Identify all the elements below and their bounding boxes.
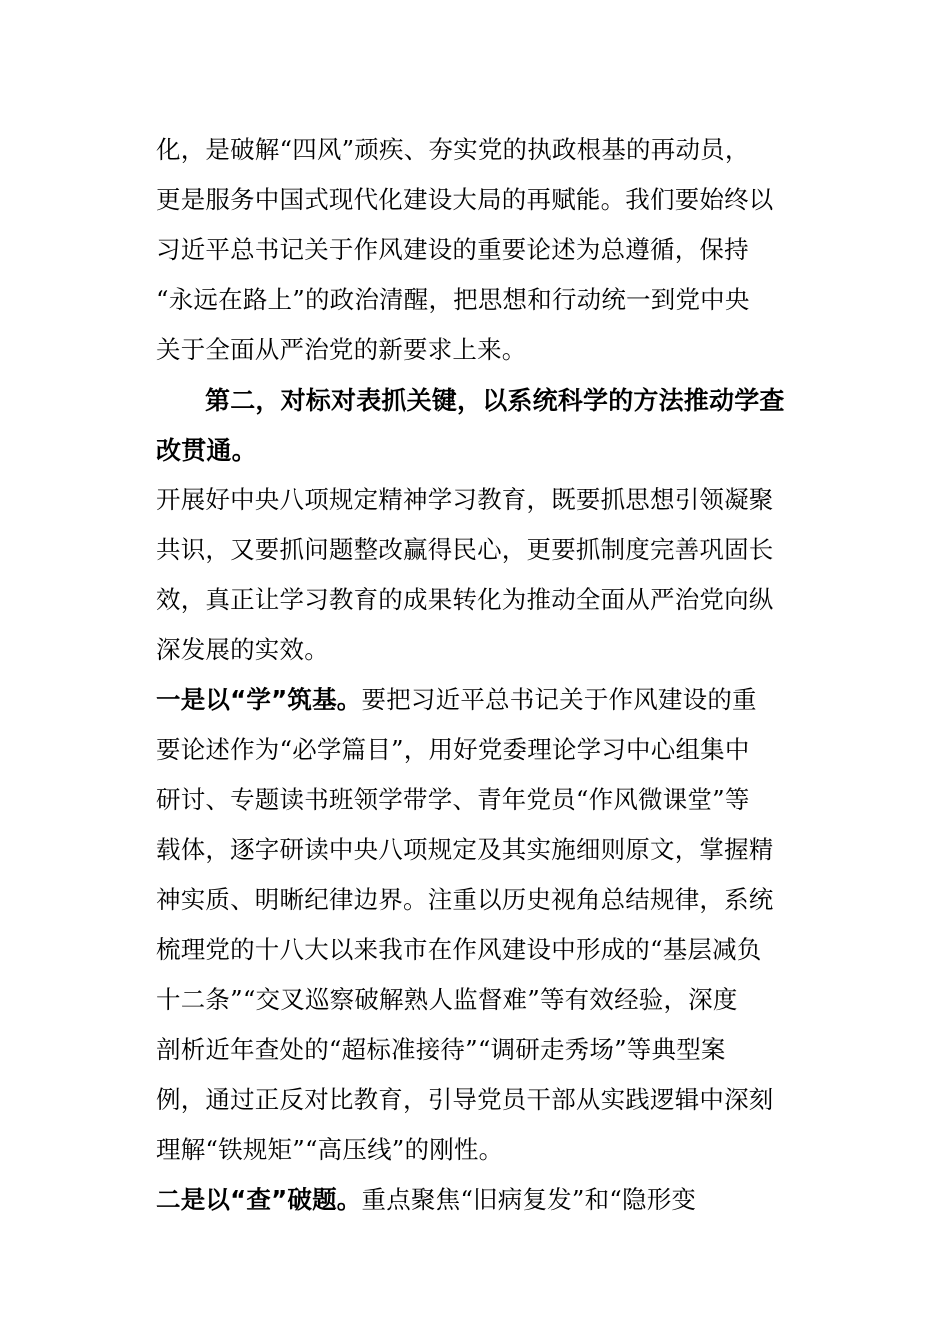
- para3-line-1: [156, 680, 796, 720]
- para4-line-1: [156, 1180, 796, 1220]
- para4-first-rest: 重点聚焦“旧病复发”和“隐形变: [361, 1185, 697, 1214]
- section-heading-line-2: 改贯通。: [156, 436, 257, 465]
- para3-line-9: 例，通过正反对比教育，引导党员干部从实践逻辑中深刻: [156, 1085, 774, 1114]
- para1-line-4: “永远在路上”的政治清醒，把思想和行动统一到党中央: [156, 285, 750, 314]
- para1-line-3: 习近平总书记关于作风建设的重要论述为总遵循，保持: [156, 235, 749, 264]
- para3-line-2: 要论述作为“必学篇目”，用好党委理论学习中心组集中: [156, 735, 750, 764]
- section-heading-line-1: 第二，对标对表抓关键，以系统科学的方法推动学查: [205, 386, 785, 415]
- para3-first-rest: 要把习近平总书记关于作风建设的重: [361, 685, 757, 714]
- para3-line-4: 载体，逐字研读中央八项规定及其实施细则原文，掌握精: [156, 835, 774, 864]
- para1-line-1: 化，是破解“四风”顽疾、夯实党的执政根基的再动员，: [156, 135, 750, 164]
- para2-line-2: 共识，又要抓问题整改赢得民心，更要抓制度完善巩固长: [156, 535, 774, 564]
- para3-lead: 一是以“学”筑基。: [156, 685, 362, 714]
- para3-line-10: 理解“铁规矩”“高压线”的刚性。: [156, 1135, 504, 1164]
- para2-line-4: 深发展的实效。: [156, 635, 329, 664]
- para1-line-5: 关于全面从严治党的新要求上来。: [156, 335, 527, 364]
- para3-line-7: 十二条”“交叉巡察破解熟人监督难”等有效经验，深度: [156, 985, 738, 1014]
- para4-lead: 二是以“查”破题。: [156, 1185, 362, 1214]
- para3-line-6: 梳理党的十八大以来我市在作风建设中形成的“基层减负: [156, 935, 762, 964]
- para2-line-3: 效，真正让学习教育的成果转化为推动全面从严治党向纵: [156, 585, 774, 614]
- para3-line-3: 研讨、专题读书班领学带学、青年党员“作风微课堂”等: [156, 785, 750, 814]
- para1-line-2: 更是服务中国式现代化建设大局的再赋能。我们要始终以: [156, 185, 774, 214]
- para3-line-5: 神实质、明晰纪律边界。注重以历史视角总结规律，系统: [156, 885, 774, 914]
- para3-line-8: 剖析近年查处的“超标准接待”“调研走秀场”等典型案: [156, 1035, 726, 1064]
- para2-line-1: 开展好中央八项规定精神学习教育，既要抓思想引领凝聚: [156, 485, 774, 514]
